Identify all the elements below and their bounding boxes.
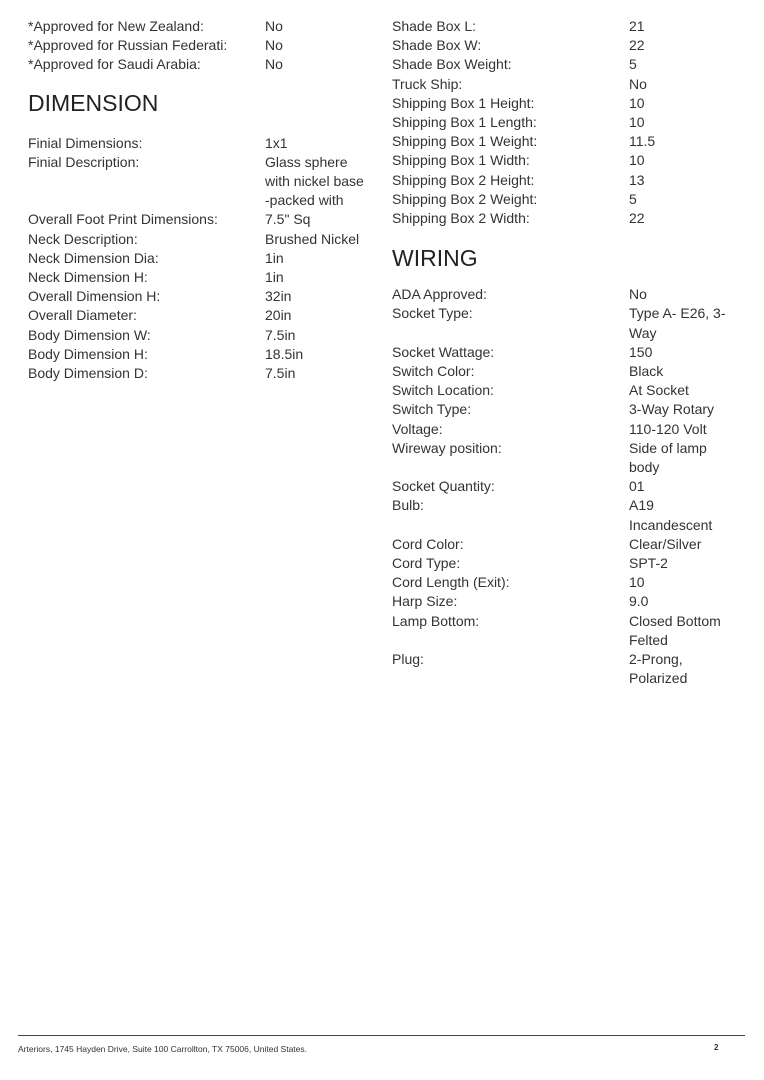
spec-row	[392, 496, 742, 534]
spec-label: Cord Type:	[392, 555, 461, 572]
spec-value: 150	[629, 343, 653, 360]
spec-label: Shipping Box 1 Width:	[392, 152, 530, 169]
spec-label: Neck Description:	[28, 230, 138, 247]
spec-row	[392, 113, 742, 132]
spec-label: Finial Dimensions:	[28, 134, 143, 151]
spec-label: Bulb:	[392, 497, 424, 514]
spec-row	[392, 420, 742, 439]
spec-label: Overall Dimension H:	[28, 288, 161, 305]
spec-label: Overall Foot Print Dimensions:	[28, 211, 218, 228]
spec-value: 20in	[265, 307, 292, 324]
spec-row	[392, 190, 742, 209]
spec-label: Lamp Bottom:	[392, 612, 480, 629]
spec-row	[28, 55, 373, 74]
spec-label: *Approved for Russian Federati:	[28, 37, 228, 54]
spec-label: Finial Description:	[28, 153, 140, 170]
spec-value: 2-Prong, Polarized	[629, 651, 688, 687]
spec-row	[392, 554, 742, 573]
spec-label: Switch Color:	[392, 363, 475, 380]
spec-label: Plug:	[392, 651, 424, 668]
spec-label: Overall Diameter:	[28, 307, 137, 324]
spec-row	[392, 209, 742, 228]
spec-label: Shipping Box 1 Length:	[392, 114, 537, 131]
spec-row	[28, 364, 373, 383]
spec-row	[392, 612, 742, 650]
left-column	[28, 17, 373, 383]
spec-row	[28, 17, 373, 36]
spec-value: 22	[629, 210, 645, 227]
spec-label: Shipping Box 1 Weight:	[392, 133, 538, 150]
spec-row	[28, 268, 373, 287]
spec-value: 1x1	[265, 134, 288, 151]
wiring-list	[392, 285, 742, 688]
spec-label: Socket Wattage:	[392, 343, 495, 360]
spec-label: Cord Color:	[392, 535, 464, 552]
spec-row	[392, 400, 742, 419]
spec-row	[392, 477, 742, 496]
spec-label: Shade Box L:	[392, 18, 477, 34]
spec-value: 10	[629, 114, 645, 131]
spec-label: Body Dimension W:	[28, 326, 151, 343]
spec-value: Brushed Nickel	[265, 230, 360, 247]
spec-value: No	[629, 286, 647, 303]
spec-row	[28, 287, 373, 306]
spec-value: No	[265, 18, 283, 34]
spec-value: 10	[629, 152, 645, 169]
right-column	[392, 17, 742, 689]
spec-row	[392, 55, 742, 74]
spec-value: No	[629, 75, 647, 92]
spec-label: Neck Dimension Dia:	[28, 249, 159, 266]
approvals-list	[28, 17, 373, 75]
footer-divider	[18, 1035, 745, 1036]
spec-value: 110-120 Volt	[629, 420, 707, 437]
spec-row	[392, 285, 742, 304]
spec-row	[392, 132, 742, 151]
spec-value: 22	[629, 37, 645, 54]
dimension-list	[28, 134, 373, 384]
wiring-heading: WIRING	[392, 245, 478, 272]
page-number: 2	[714, 1043, 719, 1052]
spec-row	[392, 75, 742, 94]
spec-label: Shade Box W:	[392, 37, 482, 54]
spec-row	[28, 345, 373, 364]
spec-label: Shipping Box 2 Weight:	[392, 190, 538, 207]
shipping-list	[392, 17, 742, 228]
spec-label: Harp Size:	[392, 593, 458, 610]
spec-label: Body Dimension H:	[28, 345, 148, 362]
spec-value: 10	[629, 574, 645, 591]
spec-label: *Approved for Saudi Arabia:	[28, 56, 201, 73]
spec-value: A19 Incandescent	[629, 497, 713, 533]
spec-row	[392, 343, 742, 362]
spec-row	[28, 210, 373, 229]
spec-row	[392, 439, 742, 477]
spec-label: Cord Length (Exit):	[392, 574, 510, 591]
spec-value: Type A- E26, 3-Way	[629, 305, 726, 341]
spec-row	[28, 249, 373, 268]
spec-value: Black	[629, 363, 664, 380]
spec-row	[392, 362, 742, 381]
spec-value: 01	[629, 478, 645, 495]
spec-label: Wireway position:	[392, 439, 502, 456]
spec-label: Switch Location:	[392, 382, 494, 399]
spec-label: Voltage:	[392, 420, 443, 437]
spec-label: ADA Approved:	[392, 286, 487, 303]
spec-row	[28, 230, 373, 249]
spec-label: Shipping Box 1 Height:	[392, 94, 535, 111]
spec-row	[392, 151, 742, 170]
spec-label: Body Dimension D:	[28, 365, 148, 382]
spec-value: Closed Bottom Felted	[629, 612, 721, 648]
spec-label: Shipping Box 2 Width:	[392, 210, 530, 227]
footer-address: Arteriors, 1745 Hayden Drive, Suite 100 Carrollton, TX 75006, United States.	[18, 1044, 307, 1054]
spec-value: 13	[629, 171, 645, 188]
spec-value: At Socket	[629, 382, 689, 399]
spec-row	[28, 326, 373, 345]
spec-value: Clear/Silver	[629, 535, 702, 552]
spec-value: 7.5in	[265, 365, 296, 382]
spec-label: Truck Ship:	[392, 75, 463, 92]
spec-value: 10	[629, 94, 645, 111]
spec-row	[392, 171, 742, 190]
spec-value: Glass sphere with nickel base -packed with	[265, 153, 364, 209]
spec-row	[392, 17, 742, 36]
spec-row	[392, 650, 742, 688]
spec-value: Side of lamp body	[629, 439, 707, 476]
spec-value: 3-Way Rotary	[629, 401, 715, 418]
spec-label: Shade Box Weight:	[392, 56, 512, 73]
spec-value: 5	[629, 56, 637, 73]
spec-label: Socket Quantity:	[392, 478, 495, 495]
spec-value: 21	[629, 18, 645, 34]
spec-row	[392, 94, 742, 113]
spec-value: SPT-2	[629, 555, 668, 572]
spec-value: 1in	[265, 249, 284, 266]
spec-label: Neck Dimension H:	[28, 269, 148, 286]
spec-label: Socket Type:	[392, 305, 473, 322]
spec-label: *Approved for New Zealand:	[28, 18, 204, 34]
spec-row	[28, 36, 373, 55]
spec-label: Shipping Box 2 Height:	[392, 171, 535, 188]
spec-value: 11.5	[629, 133, 656, 150]
dimension-heading: DIMENSION	[28, 89, 159, 116]
spec-value: 18.5in	[265, 345, 304, 362]
spec-value: 5	[629, 190, 637, 207]
spec-value: 32in	[265, 288, 292, 305]
spec-row	[392, 573, 742, 592]
spec-value: 9.0	[629, 593, 649, 610]
spec-label: Switch Type:	[392, 401, 472, 418]
spec-row	[392, 592, 742, 611]
spec-row	[392, 36, 742, 55]
spec-value: 7.5" Sq	[265, 211, 311, 228]
spec-value: 1in	[265, 269, 284, 286]
spec-row	[28, 306, 373, 325]
spec-row	[392, 304, 742, 342]
spec-value: 7.5in	[265, 326, 296, 343]
spec-row	[28, 153, 373, 211]
spec-row	[28, 134, 373, 153]
spec-row	[392, 381, 742, 400]
spec-value: No	[265, 37, 283, 54]
spec-row	[392, 535, 742, 554]
spec-value: No	[265, 56, 283, 73]
